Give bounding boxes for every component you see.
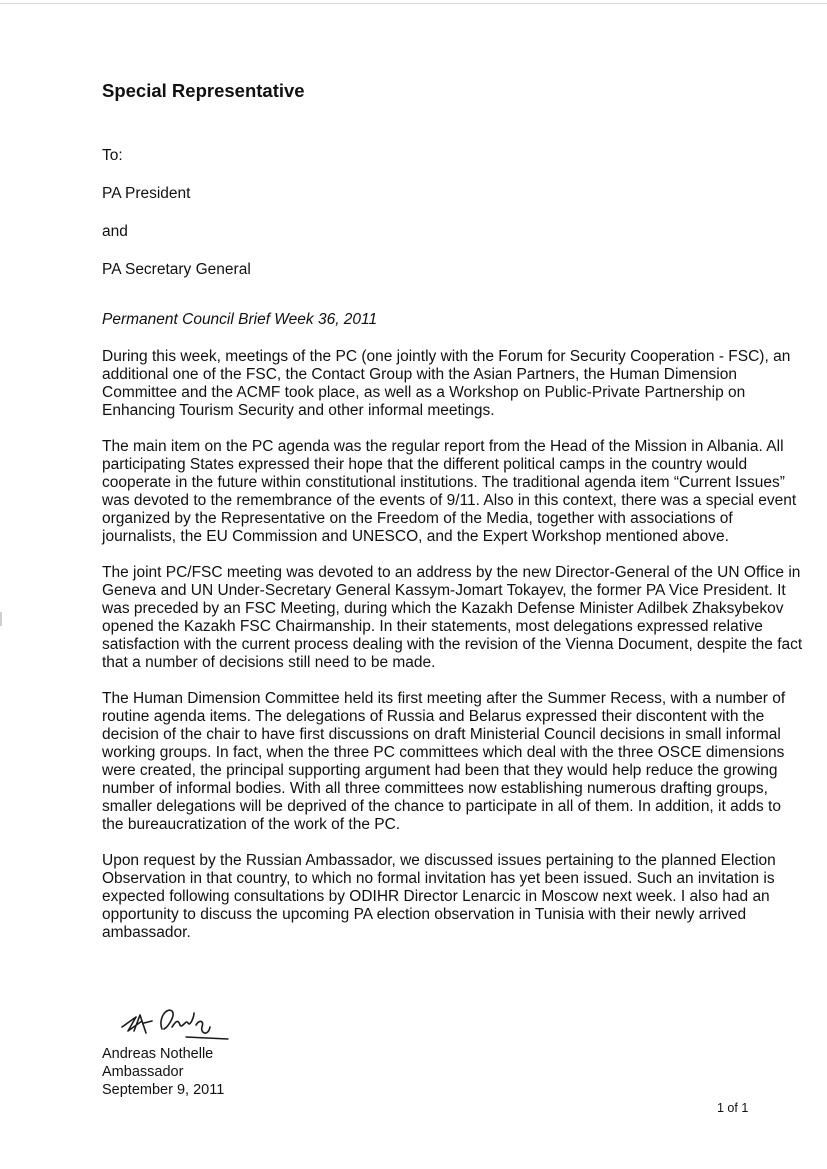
recipient-to-label: To: <box>102 147 123 164</box>
signature-block <box>102 997 402 1099</box>
body-paragraph: Upon request by the Russian Ambassador, we discussed issues pertaining to the planned Election Observation in that country, to which no formal invitation has yet been issued. Such an invitation is expected following consultations by ODIHR Director Lenarcic in Moscow next week. I also had an opportunity to discuss the upcoming PA election observation in Tunisia with their newly arrived ambassador. <box>102 852 776 941</box>
signatory-name: Andreas Nothelle <box>102 1046 214 1062</box>
page-number: 1 of 1 <box>717 1101 749 1115</box>
letter-body <box>102 348 804 960</box>
letter-date: September 9, 2011 <box>102 1082 225 1098</box>
letter-page <box>102 80 803 1098</box>
body-paragraph: The main item on the PC agenda was the regular report from the Head of the Mission in Albania. All participating States expressed their hope that the different political camps in the country would cooperate in the future within constitutional institutions. The traditional agenda item “Current Issues” was devoted to the remembrance of the events of 9/11. Also in this context, there was a special event organized by the Representative on the Freedom of the Media, together with associations of journalists, the EU Commission and UNESCO, and the Expert Workshop mentioned above. <box>102 438 797 545</box>
signatory-title: Ambassador <box>102 1064 184 1080</box>
letter-heading: Special Representative <box>102 80 305 101</box>
scan-top-border <box>0 3 827 4</box>
scan-edge-mark <box>0 612 2 626</box>
body-paragraph: The joint PC/FSC meeting was devoted to an address by the new Director-General of the UN Office in Geneva and UN Under-Secretary General Kassym-Jomart Tokayev, the former PA Vice President. It was preceded by an FSC Meeting, during which the Kazakh Defense Minister Adilbek Zhaksybekov opened the Kazakh FSC Chairmanship. In their statements, most delegations expressed relative satisfaction with the current process dealing with the revision of the Vienna Document, despite the fact that a number of decisions still need to be made. <box>102 564 803 671</box>
letter-subject: Permanent Council Brief Week 36, 2011 <box>102 311 378 328</box>
recipient-conjunction: and <box>102 223 128 240</box>
body-paragraph: The Human Dimension Committee held its first meeting after the Summer Recess, with a number of routine agenda items. The delegations of Russia and Belarus expressed their discontent with the decision of the chair to have first discussions on draft Ministerial Council decisions in small informal working groups. In fact, when the three PC committees which deal with the three OSCE dimensions were created, the principal supporting argument had been that they would help reduce the growing number of informal bodies. With all three committees now establishing numerous drafting groups, smaller delegations will be deprived of the chance to participate in all of them. In addition, it adds to the bureaucratization of the work of the PC. <box>102 690 786 833</box>
recipient-first: PA President <box>102 185 191 202</box>
body-paragraph: During this week, meetings of the PC (one jointly with the Forum for Security Cooperation - FSC), an additional one of the FSC, the Contact Group with the Asian Partners, the Human Dimension Committee and the ACMF took place, as well as a Workshop on Public-Private Partnership on Enhancing Tourism Security and other informal meetings. <box>102 348 791 419</box>
recipient-second: PA Secretary General <box>102 261 251 278</box>
handwritten-signature <box>116 997 236 1045</box>
